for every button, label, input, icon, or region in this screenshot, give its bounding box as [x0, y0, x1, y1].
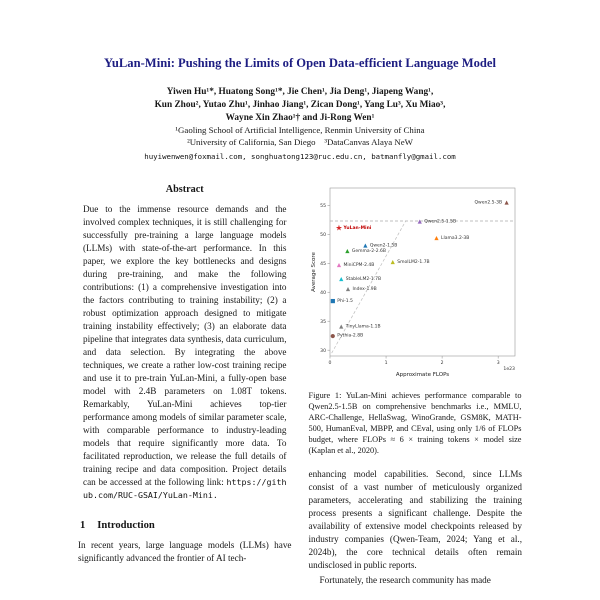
section-title: Introduction: [97, 520, 155, 532]
introduction-paragraph: In recent years, large language models (LLMs) have significantly advanced the frontier of AI tech-: [78, 540, 292, 564]
point-label-qwen2.5-3b: Qwen2.5-3B: [474, 200, 502, 206]
figure1-caption: Figure 1: YuLan-Mini achieves performance comparable to Qwen2.5-1.5B on comprehensive benchmarks i.e., MMLU, ARC-Challenge, HellaSwag, WinoGrande, GSM8K, MATH-500, HumanEval, MBPP, and CEval, using only 1/6 of FLOPs budget, where FLOPs ≈ 6 × training tokens × model size (Kaplan et al., 2020).: [308, 391, 522, 456]
x-offset-label: 1e23: [502, 367, 515, 373]
x-axis-label: Approximate FLOPs: [395, 372, 449, 379]
point-label-phi-1.5: Phi-1.5: [336, 299, 353, 305]
y-tick-label: 30: [319, 349, 326, 355]
marker-tinyllama-1.1b: ▲: [338, 324, 343, 331]
marker-qwen2.5-1.5b: ▲: [417, 219, 422, 226]
section-number: 1: [80, 520, 86, 532]
author-line-1: Yiwen Hu¹*, Huatong Song¹*, Jie Chen¹, Jia Deng¹, Jiapeng Wang¹,: [166, 87, 434, 97]
y-tick-label: 35: [319, 320, 326, 326]
right-paragraph-1: enhancing model capabilities. Second, since LLMs consist of a vast number of meticulously organized parameters, accelerating and stabilizing the training process presents a significant challenge. Despite the availability of extensive model checkpoints released by industry companies (Qwen-Team, 2024; Yang et al., 2024b), the core technical details often remain undisclosed in public reports.: [308, 469, 522, 571]
project-link[interactable]: https://github.com/RUC-GSAI/YuLan-Mini.: [83, 477, 287, 501]
plot-frame: [330, 188, 515, 356]
affiliation-line-1: ¹Gaoling School of Artificial Intelligence, Renmin University of China: [175, 125, 425, 135]
affiliation-line-2: ²University of California, San Diego ³DataCanvas Alaya NeW: [187, 136, 413, 147]
section-heading-introduction: [80, 520, 292, 531]
marker-llama3.2-3b: ▲: [433, 235, 439, 242]
marker-pythia-2.8b: ●: [329, 333, 335, 340]
abstract-text: [83, 203, 287, 502]
author-line-3: Wayne Xin Zhao¹† and Ji-Rong Wen¹: [225, 113, 375, 123]
point-label-stablelm2-1.7b: StableLM2-1.7B: [345, 277, 381, 283]
left-column: [78, 182, 292, 587]
point-label-minicpm-2.4b: MiniCPM-2.4B: [342, 263, 374, 269]
marker-qwen2-1.5b: ▲: [362, 243, 367, 250]
x-tick-label: 1: [384, 361, 388, 367]
right-column: [309, 182, 523, 587]
two-column-body: [78, 182, 522, 587]
y-axis-label: Average Score: [310, 252, 317, 293]
point-label-llama3.2-3b: Llama3.2-3B: [440, 236, 469, 242]
point-label-qwen2-1.5b: Qwen2-1.5B: [369, 243, 397, 249]
abstract-body-text: Due to the immense resource demands and the involved complex techniques, it is still challenging for successfully pre-training a large language models (LLMs) with state-of-the-art performance. In this paper, we explore the key bottlenecks and designs during pre-training, and make the following contributions: (1) a comprehensive investigation into the factors contributing to training instability; (2) a robust optimization approach designed to mitigate training instability effectively; (3) an elaborate data pipeline that integrates data synthesis, data curriculum, and data selection. By integrating the above techniques, we create a rather low-cost training recipe and use it to pre-train YuLan-Mini, a fully-open base model with 2.4B parameters on 1.08T tokens. Remarkably, YuLan-Mini achieves top-tier performance among models of similar parameter scale, with comparable performance to industry-leading models that require significantly more data. To facilitated reproduction, we release the full details of training recipe and data composition. Project details can be accessed at the following link:: [83, 204, 287, 488]
point-label-smollm2-1.7b: SmolLM2-1.7B: [396, 260, 430, 266]
marker-yulan-mini: ★: [334, 223, 343, 233]
author-emails: huyiwenwen@foxmail.com, songhuatong123@ruc.edu.cn, batmanfly@gmail.com: [144, 152, 456, 162]
y-tick-label: 45: [319, 262, 326, 268]
y-tick-label: 40: [319, 291, 326, 297]
point-label-gemma-2-2.6b: Gemma-2-2.6B: [351, 249, 386, 255]
marker-gemma-2-2.6b: ▲: [344, 248, 349, 255]
point-label-yulan-mini: YuLan-Mini: [342, 226, 371, 232]
author-line-2: Kun Zhou², Yutao Zhu¹, Jinhao Jiang¹, Zican Dong¹, Yang Lu³, Xu Miao³,: [154, 100, 446, 110]
figure1: [309, 182, 522, 456]
x-tick-label: 2: [440, 361, 444, 367]
marker-smollm2-1.7b: ▲: [390, 259, 395, 266]
y-tick-label: 50: [319, 233, 326, 239]
marker-qwen2.5-3b: ▲: [503, 200, 509, 207]
point-label-qwen2.5-1.5b: Qwen2.5-1.5B: [423, 219, 456, 225]
marker-index-1.9b: ▲: [345, 286, 350, 293]
paper-title: YuLan-Mini: Pushing the Limits of Open Data-efficient Language Model: [103, 56, 497, 70]
marker-phi-1.5: ■: [329, 298, 335, 305]
x-tick-label: 3: [496, 361, 500, 367]
x-tick-label: 0: [328, 361, 331, 367]
right-paragraph-2: Fortunately, the research community has made: [319, 575, 491, 586]
point-label-pythia-2.8b: Pythia-2.8B: [336, 333, 363, 339]
figure1-plot: [309, 182, 522, 378]
author-block: [78, 86, 522, 162]
point-label-index-1.9b: Index-1.9B: [351, 287, 377, 293]
marker-stablelm2-1.7b: ▲: [338, 276, 343, 283]
point-label-tinyllama-1.1b: TinyLlama-1.1B: [345, 324, 381, 330]
y-tick-label: 55: [319, 204, 326, 210]
marker-minicpm-2.4b: ▲: [336, 262, 341, 269]
abstract-heading: Abstract: [165, 184, 204, 196]
